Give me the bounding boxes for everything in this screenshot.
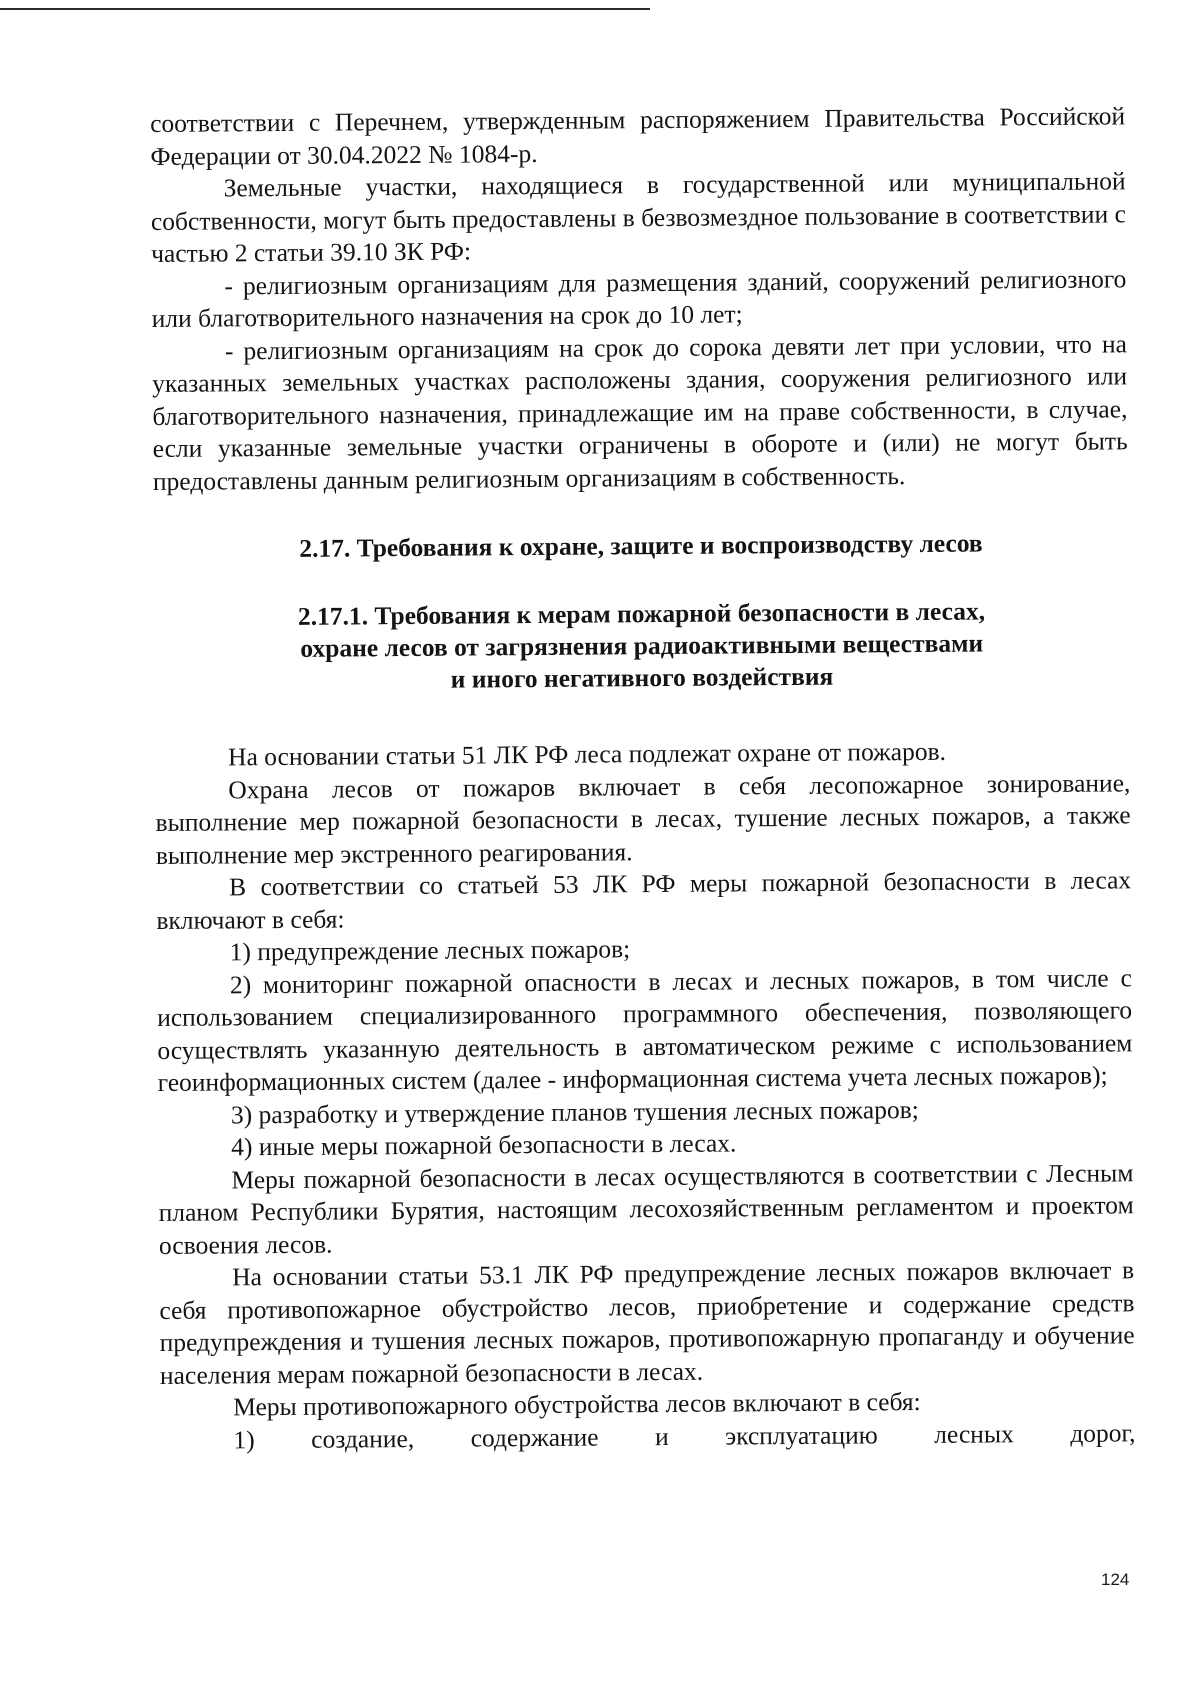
list-item-3-plans: 3) разработку и утверждение планов тушения лесных пожаров; — [230, 1094, 919, 1129]
document-body — [150, 100, 1136, 1457]
section-heading: 2.17. Требования к охране, защите и воспроизводству лесов — [299, 528, 983, 563]
paragraph-article-51: На основании статьи 51 ЛК РФ леса подлежат охране от пожаров. — [227, 736, 947, 772]
page-number: 124 — [1101, 1570, 1130, 1589]
paragraph-perechen: соответствии с Перечнем, утвержденным распоряжением Правительства Российской Федерации от 30.04.2022 № 1084-р. — [150, 101, 1126, 171]
paragraph-forest-plan: Меры пожарной безопасности в лесах осуществляются в соответствии с Лесным планом Республики Бурятия, настоящим лесохозяйственным регламентом и проектом освоения лесов. — [158, 1157, 1134, 1260]
top-border-line — [0, 8, 650, 10]
paragraph-fire-arrangement: Меры противопожарного обустройства лесов включают в себя: — [233, 1386, 921, 1422]
subsection-heading-line-1: 2.17.1. Требования к мерам пожарной безопасности в лесах, — [297, 596, 986, 631]
subsection-heading — [154, 594, 1130, 698]
list-item-4-other: 4) иные меры пожарной безопасности в лесах. — [231, 1128, 737, 1162]
list-item-2-monitoring: 2) мониторинг пожарной опасности в лесах и лесных пожаров, в том числе с использованием специализированного программного обеспечения, позволяющего осуществлять указанную деятельность в автоматическом режиме с использованием геоинформационных систем (далее - информационная система учета лесных пожаров); — [157, 962, 1133, 1097]
paragraph-fire-protection: Охрана лесов от пожаров включает в себя лесопожарное зонирование, выполнение мер пожарной безопасности в лесах, тушение лесных пожаров, а также выполнение мер экстренного реагирования. — [155, 767, 1131, 870]
list-item-religious-10-years: - религиозным организациям для размещения зданий, сооружений религиозного или благотворительного назначения на срок до 10 лет; — [151, 263, 1127, 333]
list-item-1-prevention: 1) предупреждение лесных пожаров; — [229, 934, 631, 967]
list-item-religious-49-years: - религиозным организациям на срок до сорока девяти лет при условии, что на указанных земельных участках расположены здания, сооружения религиозного или благотворительного назначения, принадлежащие им на праве собственности, в случае, если указанные земельные участки ограничены в обороте и (или) не могут быть предоставлены данным религиозным организациям в собственность. — [152, 328, 1128, 496]
paragraph-article-53: В соответствии со статьей 53 ЛК РФ меры пожарной безопасности в лесах включают в себя: — [156, 865, 1132, 935]
subsection-heading-line-2: охране лесов от загрязнения радиоактивными веществами — [300, 628, 984, 663]
paragraph-article-53-1: На основании статьи 53.1 ЛК РФ предупреждение лесных пожаров включает в себя противопожарное обустройство лесов, приобретение и содержание средств предупреждения и тушения лесных пожаров, противопожарную пропаганду и обучение населения мерам пожарной безопасности в лесах. — [159, 1255, 1135, 1390]
paragraph-land-plots: Земельные участки, находящиеся в государственной или муниципальной собственности, могут быть предоставлены в безвозмездное пользование в соответствии с частью 2 статьи 39.10 ЗК РФ: — [150, 166, 1126, 268]
list-item-1-roads: 1) создание, содержание и эксплуатацию лесных дорог, — [233, 1417, 1136, 1454]
subsection-heading-line-3: и иного негативного воздействия — [450, 661, 834, 694]
